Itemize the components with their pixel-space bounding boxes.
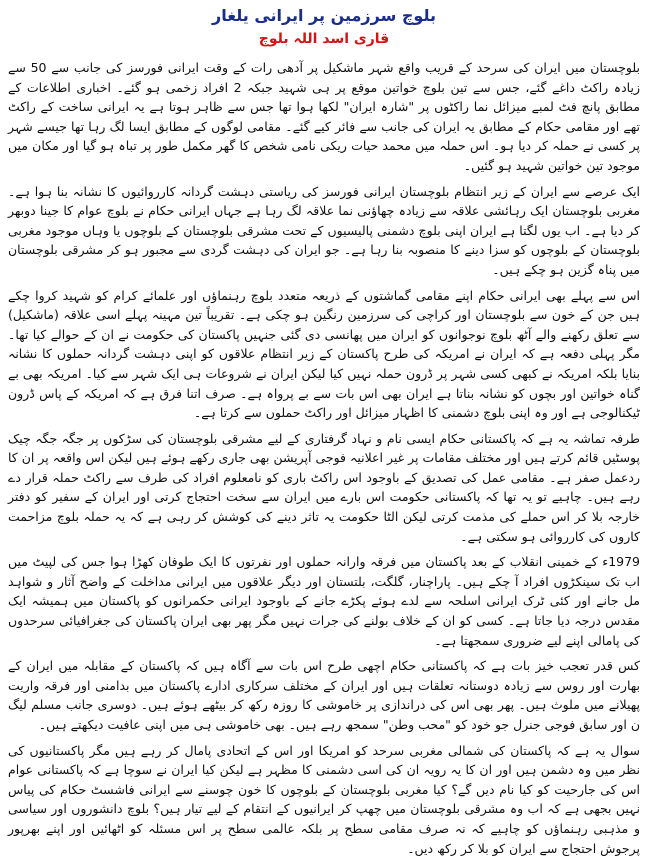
paragraph-3: اس سے پہلے بھی ایرانی حکام اپنے مقامی گماشتوں کے ذریعہ متعدد بلوچ رہنماؤں اور علمائے کرام کو شہید کروا چکے ہیں جن کے خون سے بلوچستان اور کراچی کی سرزمین رنگین ہو چکی ہے۔ تقریباً تین مہینہ پہلے اسی علاقہ (ماشکیل) سے تعلق رکھنے والے آٹھ بلوچ نوجوانوں کو ایران میں پھانسی دی گئی جنہیں پاکستان کی حکومت نے ان کے حوالے کیا تھا۔ مگر پہلی دفعہ ہے کہ ایران نے امریکہ کی طرح پاکستان کے زیر انتظام علاقوں کو اپنی دہشت گردانہ حملوں کا نشانہ بنایا بلکہ امریکہ نے کبھی کسی شہر پر ڈرون حملہ نہیں کیا لیکن ایران نے شروعات ہی ایک شہر سے کیا۔ امریکہ بھی بے گناہ خواتین اور بچوں کو نشانہ بناتا ہے ایران بھی اس بات سے بے پرواہ ہے۔ صرف اتنا فرق ہے کہ امریکہ کے پاس ڈرون ٹیکنالوجی ہے اور وہ اپنی بلوچ دشمنی کا اظہار میزائل اور راکٹ حملوں سے کرتا ہے۔ [8,287,640,421]
article-body [8,58,640,858]
paragraph-5: 1979ء کے خمینی انقلاب کے بعد پاکستان میں فرقہ وارانہ حملوں اور نفرتوں کا ایک طوفان کھڑا ہوا جس کی لپیٹ میں اب تک سینکڑوں افراد آ چکے ہیں۔ پاراچنار، گلگت، بلتستان اور دیگر علاقوں میں ایرانی مداخلت کے واضح آثار و شواہد مل جانے اور کئی ٹرک ایرانی اسلحہ سے لدے ہوئے پکڑے جانے کے باوجود ایرانی حکمرانوں کو پاکستان میں ہمیشہ ایک مقدس درجہ دیا جاتا ہے۔ کسی کو ان کے خلاف بولنے کی جرات نہیں مگر پھر بھی ایران پاکستان کی جغرافیائی سرحدوں کی پامالی اپنے لیے ضروری سمجھتا ہے۔ [8,554,640,648]
author-byline: قاری اسد اللہ بلوچ [258,31,390,47]
paragraph-4: طرفہ تماشہ یہ ہے کہ پاکستانی حکام ایسی نام و نہاد گرفتاری کے لیے مشرقی بلوچستان کی سڑکوں پر جگہ جگہ چیک پوسٹیں قائم کرتے ہیں اور مختلف مقامات پر غیر اعلانیہ فوجی آپریشن بھی جاری رکھے ہوئے ہیں لیکن اس واقعہ پر ان کا ردعمل صفر ہے۔ مقامی عمل کی تصدیق کے باوجود اس راکٹ باری کو نامعلوم افراد کی طرف سے راکٹ حملہ قرار دے رہے ہیں۔ چاہیے تو یہ تھا کہ پاکستانی حکومت اس بارے میں ایران سے سخت احتجاج کرتی اور ایران کے سفیر کو دفتر خارجہ بلا کر اس حملے کی مذمت کرتی لیکن الٹا حکومت یہ تاثر دینے کی کوشش کر رہی ہے کہ یہ حملہ بلوچ مزاحمت کاروں کی کارروائی ہو سکتی ہے۔ [8,430,640,544]
paragraph-2: ایک عرصے سے ایران کے زیر انتظام بلوچستان ایرانی فورسز کی ریاستی دہشت گردانہ کارروائیوں کا نشانہ بنا ہوا ہے۔ مغربی بلوچستان ایک رہائشی علاقہ سے زیادہ چھاؤنی نما علاقہ لگ رہا ہے جہاں ایرانی حکام نے بلوچ عوام کا جینا دوبھر کر دیا ہے۔ اب یوں لگتا ہے ایران اپنی بلوچ دشمنی پالیسیوں کے تحت مشرقی بلوچستان کے بلوچوں یا وہاں موجود مغربی بلوچستان کے بلوچوں کو سزا دینے کا منصوبہ بنا رہا ہے۔ جو ایران کی دہشت گردی سے مجبور ہو کر مشرقی بلوچستان میں پناہ گزین ہو چکے ہیں۔ [8,183,640,277]
paragraph-1: بلوچستان میں ایران کی سرحد کے قریب واقع شہر ماشکیل پر آدھی رات کے وقت ایرانی فورسز کی جانب سے 50 سے زیادہ راکٹ داغے گئے، جس سے تین بلوچ خواتین موقع پر ہی شہید جبکہ 2 افراد زخمی ہو گئے۔ اخباری اطلاعات کے مطابق پانچ فٹ لمبے میزائل نما راکٹوں پر "شارہ ایران" لکھا ہوا تھا جس سے ظاہر ہوتا ہے یہ ایرانی ساخت کے راکٹ تھے اور مقامی حکام کے مطابق یہ ایران کی جانب سے فائر کیے گئے۔ مقامی لوگوں کے مطابق ایسا لگ رہا تھا جیسے شہر پر کسی نے حملہ کر دیا ہو۔ اس حملہ میں محمد حیات ریکی نامی شخص کا گھر مکمل طور پر تباہ ہو گیا اور مکان میں موجود تین خواتین شہید ہو گئیں۔ [8,60,641,173]
paragraph-6: کس قدر تعجب خیز بات ہے کہ پاکستانی حکام اچھی طرح اس بات سے آگاہ ہیں کہ پاکستان کے مقابلہ میں ایران کے بھارت اور روس سے زیادہ دوستانہ تعلقات ہیں اور ایران کے مختلف سرکاری ادارے پاکستان میں بدامنی اور فرقہ واریت پھیلانے میں ملوث ہیں۔ پھر بھی اس کی دراندازی پر خاموشی کا روزہ رکھ کر بیٹھے ہوئے ہیں۔ دوسری جانب مسلم لیگ ن اور سابق فوجی جنرل جو خود کو "محب وطن" سمجھ رہے ہیں۔ بھی خاموشی ہی میں اپنی عافیت دیکھتے ہیں۔ [8,658,640,732]
article-title: بلوچ سرزمین پر ایرانی یلغار [212,6,436,25]
paragraph-7: سوال یہ ہے کہ پاکستان کی شمالی مغربی سرحد کو امریکا اور اس کے اتحادی پامال کر رہے ہیں مگر پاکستانیوں کی نظر میں وہ دشمن ہیں اور ان کا یہ رویہ ان کی اسی دشمنی کا مظہر ہے لیکن کیا ایران نے سوچا ہے کہ پاکستانی عوام اس کی جارحیت کو کیا نام دیں گے؟ کیا مغربی بلوچستان کے بلوچوں کا خون چوسنے سے ایرانی فاشسٹ حکام کی پیاس نہیں بجھی ہے کہ اب وہ مشرقی بلوچستان میں چھپ کر ایرانیوں کے انتقام کے لیے تیار ہیں؟ بلوچ دانشوروں اور سیاسی و مذہبی رہنماؤں کو چاہیے کہ نہ صرف مقامی سطح پر بلکہ عالمی سطح پر اس مسئلہ کو اٹھائیں اور اپنے بھرپور پرجوش احتجاج سے ایران کو بلا کر رکھ دیں۔ [8,742,640,856]
